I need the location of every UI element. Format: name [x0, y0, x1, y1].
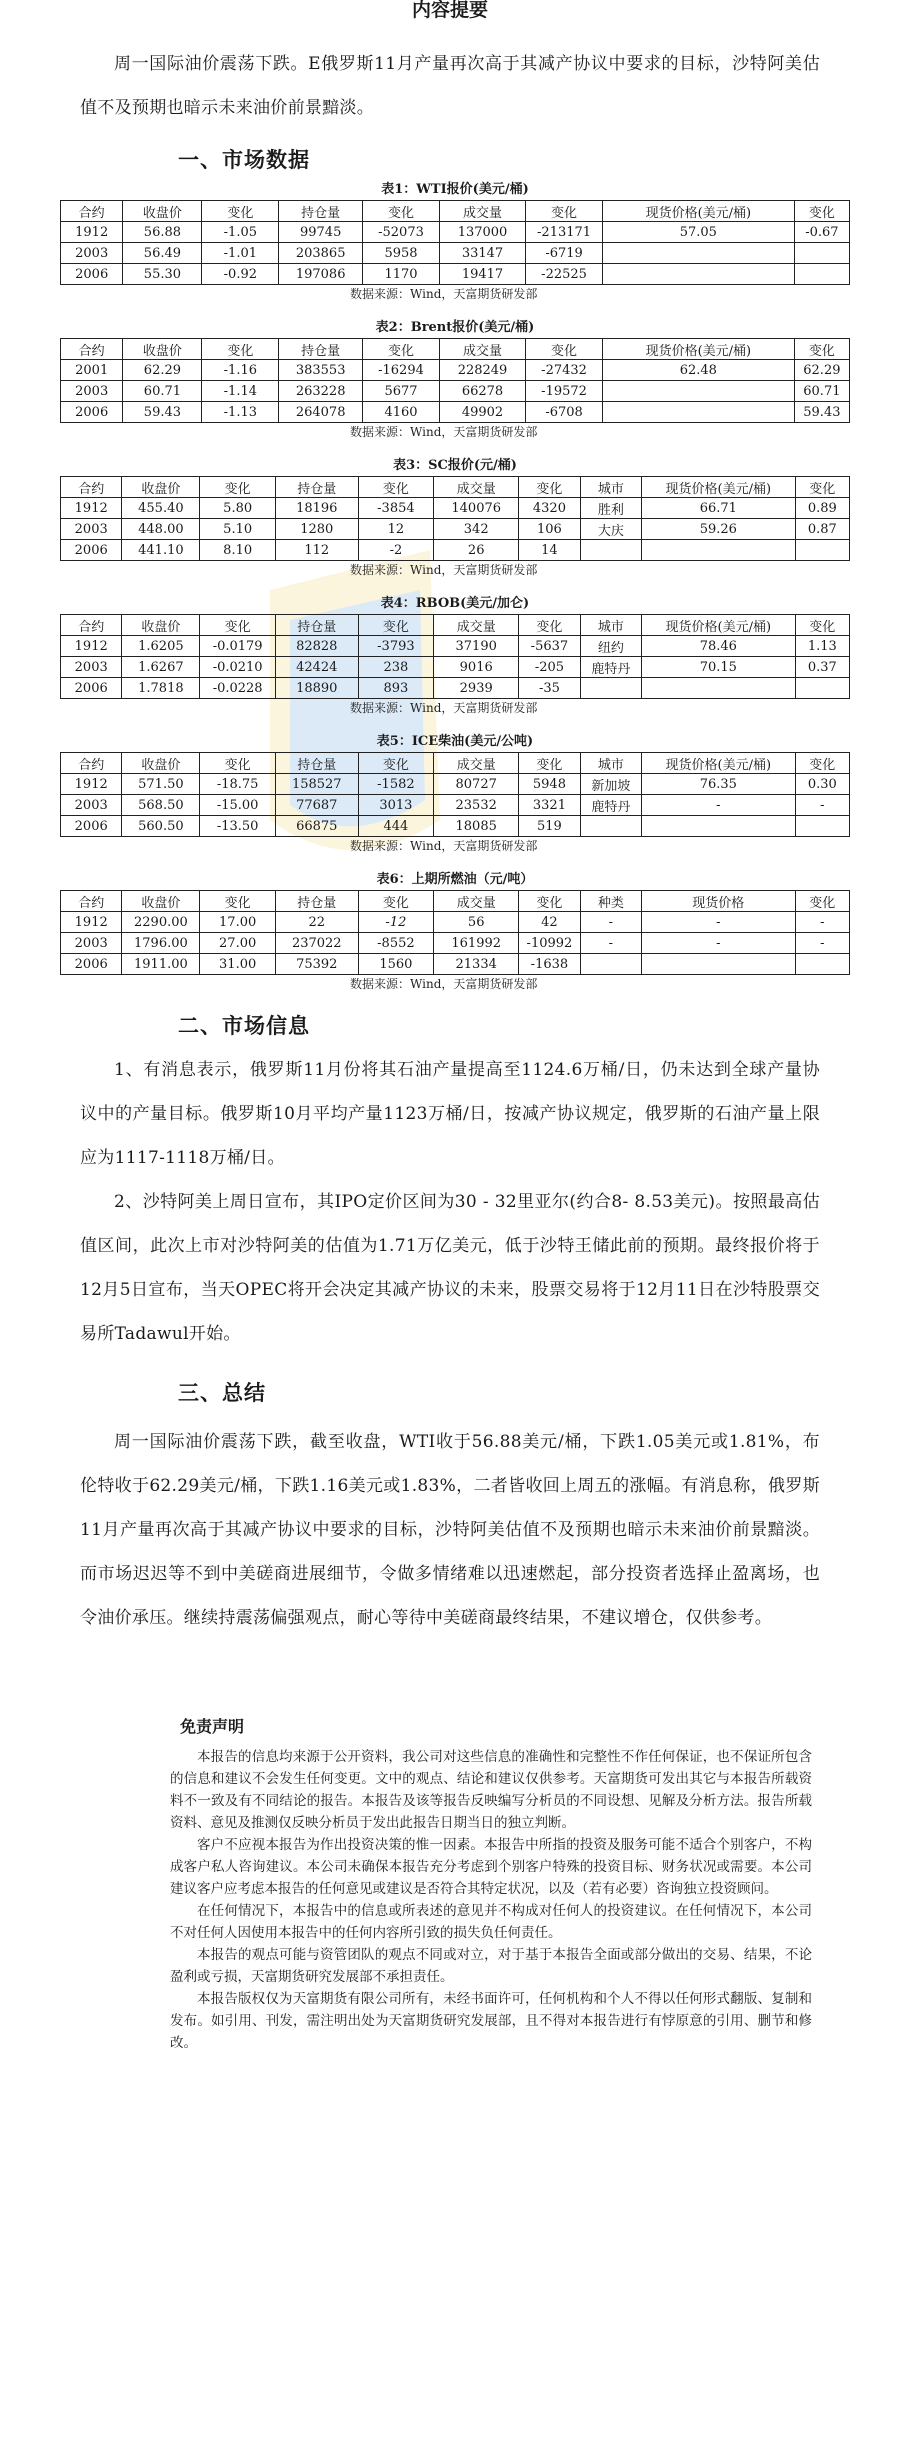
table-cell: 76.35	[642, 774, 796, 795]
summary-text: 周一国际油价震荡下跌。E俄罗斯11月产量再次高于其减产协议中要求的目标，沙特阿美估值不及预期也暗示未来油价前景黯淡。	[80, 54, 820, 118]
table-cell: 238	[358, 657, 434, 678]
table-title: 表3：SC报价(元/桶)	[393, 458, 517, 473]
price-table	[60, 890, 850, 975]
table-cell: 33147	[439, 243, 525, 264]
table-cell: 56.88	[123, 222, 202, 243]
table-cell: -15.00	[200, 795, 276, 816]
table-header-cell: 变化	[358, 891, 434, 912]
table-header-cell: 持仓量	[275, 891, 358, 912]
table-cell: 75392	[275, 954, 358, 975]
table-cell: 893	[358, 678, 434, 699]
table-cell: 60.71	[123, 381, 202, 402]
table-cell: -1582	[358, 774, 434, 795]
table-header-cell: 成交量	[439, 339, 525, 360]
table-cell: 80727	[434, 774, 519, 795]
table-cell: 2003	[61, 795, 122, 816]
table-row	[61, 816, 850, 837]
table-row	[61, 774, 850, 795]
table-cell: -35	[519, 678, 580, 699]
table-row	[61, 402, 850, 423]
table-cell: -12	[358, 912, 434, 933]
table-row	[61, 657, 850, 678]
disclaimer-paragraph: 客户不应视本报告为作出投资决策的惟一因素。本报告中所指的投资及服务可能不适合个别客户，不构成客户私人咨询建议。本公司未确保本报告充分考虑到个别客户特殊的投资目标、财务状况或需要。本公司建议客户应考虑本报告的任何意见或建议是否符合其特定状况，以及（若有必要）咨询独立投资顾问。	[170, 1837, 812, 1897]
table-header-cell: 收盘价	[122, 615, 200, 636]
table-cell: -6719	[526, 243, 603, 264]
table-header-cell: 变化	[794, 201, 849, 222]
table-cell: 56	[434, 912, 519, 933]
table-cell	[795, 816, 849, 837]
table-cell	[642, 816, 796, 837]
table-cell: -22525	[526, 264, 603, 285]
table-row	[61, 678, 850, 699]
table-header-row	[61, 615, 850, 636]
table-cell: 1911.00	[122, 954, 200, 975]
table-cell: 1560	[358, 954, 434, 975]
table-header-cell: 变化	[202, 339, 279, 360]
table-cell: 新加坡	[580, 774, 641, 795]
table-cell: 2003	[61, 657, 122, 678]
table-cell: -0.92	[202, 264, 279, 285]
table-cell: -	[795, 795, 849, 816]
table-cell: -205	[519, 657, 580, 678]
section-market-data-heading: 一、市场数据	[178, 147, 310, 172]
table-cell: 5.80	[200, 498, 276, 519]
table-cell: 大庆	[580, 519, 641, 540]
table-header-cell: 持仓量	[275, 477, 358, 498]
disclaimer-paragraph: 本报告的观点可能与资管团队的观点不同或对立，对于基于本报告全面或部分做出的交易、结果，不论盈利或亏损，天富期货研究发展部不承担责任。	[170, 1947, 812, 1985]
table-cell: 161992	[434, 933, 519, 954]
table-cell: 2006	[61, 264, 123, 285]
table-cell: 448.00	[122, 519, 200, 540]
table-header-cell: 种类	[580, 891, 641, 912]
table-cell: 8.10	[200, 540, 276, 561]
table-cell: 14	[519, 540, 580, 561]
disclaimer-paragraph: 在任何情况下，本报告中的信息或所表述的意见并不构成对任何人的投资建议。在任何情况下，本公司不对任何人因使用本报告中的任何内容所引致的损失负任何责任。	[170, 1903, 812, 1941]
table-header-row	[61, 201, 850, 222]
table-header-cell: 成交量	[439, 201, 525, 222]
table-header-cell: 变化	[795, 753, 849, 774]
table-cell: 228249	[439, 360, 525, 381]
table-source-note: 数据来源：Wind，天富期货研发部	[350, 701, 538, 715]
table-header-cell: 持仓量	[275, 753, 358, 774]
table-row	[61, 243, 850, 264]
table-header-cell: 收盘价	[123, 339, 202, 360]
table-cell: -1638	[519, 954, 580, 975]
table-header-cell: 合约	[61, 891, 122, 912]
table-header-cell: 城市	[580, 615, 641, 636]
table-title: 表4：RBOB(美元/加仑)	[380, 596, 530, 611]
table-cell: 568.50	[122, 795, 200, 816]
table-cell: 12	[358, 519, 434, 540]
table-header-cell: 变化	[795, 615, 849, 636]
table-header-cell: 变化	[200, 891, 276, 912]
table-cell	[795, 954, 849, 975]
table-header-cell: 现货价格(美元/桶)	[642, 615, 796, 636]
table-header-cell: 变化	[358, 615, 434, 636]
table-cell: -13.50	[200, 816, 276, 837]
table-cell: 106	[519, 519, 580, 540]
table-cell: -0.0228	[200, 678, 276, 699]
table-cell: 455.40	[122, 498, 200, 519]
table-header-cell: 变化	[358, 753, 434, 774]
table-cell: 444	[358, 816, 434, 837]
table-cell: 70.15	[642, 657, 796, 678]
table-cell: 纽约	[580, 636, 641, 657]
table-cell: 66.71	[642, 498, 796, 519]
table-title: 表6：上期所燃油（元/吨）	[376, 872, 534, 887]
table-cell	[580, 540, 641, 561]
table-source-note: 数据来源：Wind，天富期货研发部	[350, 287, 538, 301]
table-cell: 2006	[61, 402, 123, 423]
table-header-row	[61, 477, 850, 498]
market-info-paragraph-1: 1、有消息表示，俄罗斯11月份将其石油产量提高至1124.6万桶/日，仍未达到全球产量协议中的产量目标。俄罗斯10月平均产量1123万桶/日，按减产协议规定，俄罗斯的石油产量上限应为1117-1118万桶/日。	[80, 1060, 820, 1168]
table-cell: -3793	[358, 636, 434, 657]
table-cell: 鹿特丹	[580, 795, 641, 816]
conclusion-paragraph: 周一国际油价震荡下跌，截至收盘，WTI收于56.88美元/桶，下跌1.05美元或1.81%，布伦特收于62.29美元/桶，下跌1.16美元或1.83%，二者皆收回上周五的涨幅。有消息称，俄罗斯11月产量再次高于其减产协议中要求的目标，沙特阿美估值不及预期也暗示未来油价前景黯淡。而市场迟迟等不到中美磋商进展细节，令做多情绪难以迅速燃起，部分投资者选择止盈离场，也令油价承压。继续持震荡偏强观点，耐心等待中美磋商最终结果，不建议增仓，仅供参考。	[80, 1432, 820, 1628]
table-cell: -0.67	[794, 222, 849, 243]
table-row	[61, 954, 850, 975]
table-row	[61, 360, 850, 381]
disclaimer-paragraph: 本报告的信息均来源于公开资料，我公司对这些信息的准确性和完整性不作任何保证，也不保证所包含的信息和建议不会发生任何变更。文中的观点、结论和建议仅供参考。天富期货可发出其它与本报告所载资料不一致及有不同结论的报告。本报告及该等报告反映编写分析员的不同设想、见解及分析方法。报告所载资料、意见及推测仅反映分析员于发出此报告日期当日的独立判断。	[170, 1749, 812, 1831]
table-cell: 1.6267	[122, 657, 200, 678]
table-cell: 31.00	[200, 954, 276, 975]
table-cell: 5948	[519, 774, 580, 795]
table-row	[61, 519, 850, 540]
table-header-cell: 成交量	[434, 891, 519, 912]
table-cell: -2	[358, 540, 434, 561]
table-cell: 571.50	[122, 774, 200, 795]
table-header-row	[61, 339, 850, 360]
table-cell: 57.05	[602, 222, 794, 243]
table-cell: 18085	[434, 816, 519, 837]
table-header-cell: 收盘价	[123, 201, 202, 222]
table-cell: 42424	[275, 657, 358, 678]
table-header-cell: 现货价格	[642, 891, 796, 912]
table-cell: -1.14	[202, 381, 279, 402]
table-source-note: 数据来源：Wind，天富期货研发部	[350, 839, 538, 853]
table-cell: -27432	[526, 360, 603, 381]
table-cell	[642, 678, 796, 699]
table-cell	[602, 243, 794, 264]
table-row	[61, 381, 850, 402]
section-summary-heading: 三、总结	[178, 1380, 266, 1405]
table-row	[61, 636, 850, 657]
table-cell: 137000	[439, 222, 525, 243]
table-header-cell: 变化	[519, 753, 580, 774]
table-cell: -1.13	[202, 402, 279, 423]
table-cell: 342	[434, 519, 519, 540]
table-cell: 112	[275, 540, 358, 561]
table-row	[61, 222, 850, 243]
table-cell: 26	[434, 540, 519, 561]
table-cell: 27.00	[200, 933, 276, 954]
disclaimer-paragraph: 本报告版权仅为天富期货有限公司所有，未经书面许可，任何机构和个人不得以任何形式翻版、复制和发布。如引用、刊发，需注明出处为天富期货研究发展部，且不得对本报告进行有悖原意的引用、删节和修改。	[170, 1991, 812, 2051]
table-cell: 1912	[61, 498, 122, 519]
price-table	[60, 476, 850, 561]
table-header-cell: 现货价格(美元/桶)	[602, 201, 794, 222]
table-cell: -	[795, 912, 849, 933]
table-cell: 18890	[275, 678, 358, 699]
table-block	[60, 456, 850, 580]
table-cell: 2003	[61, 381, 123, 402]
table-cell: 18196	[275, 498, 358, 519]
table-header-cell: 变化	[519, 891, 580, 912]
table-cell: 5.10	[200, 519, 276, 540]
price-table	[60, 752, 850, 837]
table-cell	[580, 954, 641, 975]
table-cell: 23532	[434, 795, 519, 816]
table-cell: 胜利	[580, 498, 641, 519]
price-table	[60, 338, 850, 423]
table-cell: 2003	[61, 933, 122, 954]
table-cell: 1796.00	[122, 933, 200, 954]
table-cell: 2006	[61, 540, 122, 561]
table-cell: 1280	[275, 519, 358, 540]
table-cell: 1912	[61, 636, 122, 657]
table-cell: 62.48	[602, 360, 794, 381]
price-table	[60, 200, 850, 285]
section-market-info-heading: 二、市场信息	[178, 1013, 310, 1038]
table-cell: 263228	[279, 381, 363, 402]
table-cell: 59.26	[642, 519, 796, 540]
table-cell: 2001	[61, 360, 123, 381]
table-cell: 66278	[439, 381, 525, 402]
table-cell: 4320	[519, 498, 580, 519]
table-cell	[602, 402, 794, 423]
disclaimer-heading: 免责声明	[180, 1717, 245, 1736]
table-cell: 3013	[358, 795, 434, 816]
table-cell: 55.30	[123, 264, 202, 285]
table-title: 表1：WTI报价(美元/桶)	[381, 182, 529, 197]
table-header-cell: 变化	[795, 891, 849, 912]
table-cell	[580, 678, 641, 699]
table-header-cell: 变化	[519, 477, 580, 498]
table-cell: 82828	[275, 636, 358, 657]
table-header-cell: 城市	[580, 477, 641, 498]
table-header-cell: 变化	[363, 339, 440, 360]
table-cell	[794, 243, 849, 264]
market-data-tables	[60, 180, 840, 994]
table-header-cell: 变化	[795, 477, 849, 498]
table-cell: -0.0179	[200, 636, 276, 657]
table-header-cell: 成交量	[434, 615, 519, 636]
table-cell: 560.50	[122, 816, 200, 837]
table-cell: 49902	[439, 402, 525, 423]
table-cell: 2003	[61, 519, 122, 540]
table-title: 表5：ICE柴油(美元/公吨)	[376, 734, 534, 749]
disclaimer-block	[60, 1746, 840, 2054]
table-header-cell: 收盘价	[122, 891, 200, 912]
table-cell: 140076	[434, 498, 519, 519]
market-info-paragraph-2: 2、沙特阿美上周日宣布，其IPO定价区间为30 - 32里亚尔(约合8- 8.53美元)。按照最高估值区间，此次上市对沙特阿美的估值为1.71万亿美元，低于沙特王储此前的预期。最终报价将于12月5日宣布，当天OPEC将开会决定其减产协议的未来，股票交易将于12月11日在沙特股票交易所Tadawul开始。	[80, 1192, 820, 1344]
table-cell: -16294	[363, 360, 440, 381]
table-cell	[795, 540, 849, 561]
table-cell	[602, 264, 794, 285]
table-cell: 60.71	[794, 381, 849, 402]
table-cell: -1.16	[202, 360, 279, 381]
table-cell: 2006	[61, 816, 122, 837]
table-cell: -	[642, 795, 796, 816]
table-cell: -	[795, 933, 849, 954]
table-header-cell: 变化	[200, 753, 276, 774]
table-cell: 62.29	[123, 360, 202, 381]
table-row	[61, 540, 850, 561]
table-cell: 1170	[363, 264, 440, 285]
table-header-cell: 合约	[61, 339, 123, 360]
market-info-block	[60, 1048, 840, 1356]
summary-block	[60, 42, 840, 130]
table-cell: 鹿特丹	[580, 657, 641, 678]
table-cell	[642, 954, 796, 975]
table-cell	[602, 381, 794, 402]
table-cell: 2006	[61, 678, 122, 699]
table-cell: 5958	[363, 243, 440, 264]
table-header-cell: 现货价格(美元/桶)	[602, 339, 794, 360]
table-header-cell: 变化	[363, 201, 440, 222]
table-cell: 383553	[279, 360, 363, 381]
table-source-note: 数据来源：Wind，天富期货研发部	[350, 977, 538, 991]
table-header-cell: 持仓量	[279, 339, 363, 360]
table-header-cell: 合约	[61, 201, 123, 222]
table-cell: 22	[275, 912, 358, 933]
table-header-row	[61, 753, 850, 774]
conclusion-block	[60, 1420, 840, 1640]
table-header-cell: 变化	[200, 477, 276, 498]
table-cell: 4160	[363, 402, 440, 423]
table-source-note: 数据来源：Wind，天富期货研发部	[350, 425, 538, 439]
table-cell: 37190	[434, 636, 519, 657]
table-cell	[580, 816, 641, 837]
table-cell: -8552	[358, 933, 434, 954]
table-cell	[642, 540, 796, 561]
table-cell: 56.49	[123, 243, 202, 264]
table-cell: -1.05	[202, 222, 279, 243]
table-header-cell: 持仓量	[275, 615, 358, 636]
table-cell: -3854	[358, 498, 434, 519]
table-header-cell: 成交量	[434, 753, 519, 774]
table-row	[61, 933, 850, 954]
table-cell: 1.7818	[122, 678, 200, 699]
table-header-cell: 变化	[358, 477, 434, 498]
table-cell: 5677	[363, 381, 440, 402]
table-source-note: 数据来源：Wind，天富期货研发部	[350, 563, 538, 577]
table-cell: 1.13	[795, 636, 849, 657]
table-header-cell: 收盘价	[122, 753, 200, 774]
table-cell: -52073	[363, 222, 440, 243]
table-row	[61, 264, 850, 285]
table-cell: 441.10	[122, 540, 200, 561]
table-cell: -	[580, 912, 641, 933]
table-cell: 42	[519, 912, 580, 933]
table-header-cell: 变化	[202, 201, 279, 222]
table-cell: 2006	[61, 954, 122, 975]
table-cell: -6708	[526, 402, 603, 423]
table-header-cell: 变化	[519, 615, 580, 636]
table-header-cell: 现货价格(美元/桶)	[642, 477, 796, 498]
table-cell: 203865	[279, 243, 363, 264]
table-cell: 158527	[275, 774, 358, 795]
table-cell: 0.87	[795, 519, 849, 540]
table-header-cell: 变化	[526, 339, 603, 360]
table-header-cell: 现货价格(美元/桶)	[642, 753, 796, 774]
table-block	[60, 870, 850, 994]
table-cell: 2939	[434, 678, 519, 699]
table-header-cell: 变化	[526, 201, 603, 222]
table-cell: 1912	[61, 912, 122, 933]
table-block	[60, 180, 850, 304]
table-cell: 0.89	[795, 498, 849, 519]
table-cell	[795, 678, 849, 699]
table-cell: -10992	[519, 933, 580, 954]
table-block	[60, 594, 850, 718]
table-cell: -1.01	[202, 243, 279, 264]
table-cell: -	[642, 933, 796, 954]
table-cell: 66875	[275, 816, 358, 837]
table-cell: 9016	[434, 657, 519, 678]
table-cell: 519	[519, 816, 580, 837]
table-cell: -18.75	[200, 774, 276, 795]
table-header-cell: 变化	[794, 339, 849, 360]
table-cell: 1912	[61, 774, 122, 795]
table-header-cell: 合约	[61, 615, 122, 636]
table-header-cell: 持仓量	[279, 201, 363, 222]
table-cell: 99745	[279, 222, 363, 243]
table-row	[61, 498, 850, 519]
table-title: 表2：Brent报价(美元/桶)	[375, 320, 535, 335]
table-header-row	[61, 891, 850, 912]
table-row	[61, 912, 850, 933]
table-header-cell: 变化	[200, 615, 276, 636]
table-header-cell: 收盘价	[122, 477, 200, 498]
table-header-cell: 合约	[61, 753, 122, 774]
table-cell: 1912	[61, 222, 123, 243]
table-cell: 1.6205	[122, 636, 200, 657]
table-cell: -213171	[526, 222, 603, 243]
table-cell	[794, 264, 849, 285]
table-cell: 3321	[519, 795, 580, 816]
table-cell: 237022	[275, 933, 358, 954]
table-cell: -	[642, 912, 796, 933]
table-cell: 2003	[61, 243, 123, 264]
table-cell: 62.29	[794, 360, 849, 381]
table-cell: 19417	[439, 264, 525, 285]
table-cell: 2290.00	[122, 912, 200, 933]
table-cell: 21334	[434, 954, 519, 975]
table-cell: 77687	[275, 795, 358, 816]
table-cell: -5637	[519, 636, 580, 657]
price-table	[60, 614, 850, 699]
table-header-cell: 城市	[580, 753, 641, 774]
table-cell: -	[580, 933, 641, 954]
table-cell: 0.30	[795, 774, 849, 795]
table-cell: -0.0210	[200, 657, 276, 678]
table-block	[60, 318, 850, 442]
table-header-cell: 成交量	[434, 477, 519, 498]
table-block	[60, 732, 850, 856]
table-cell: 197086	[279, 264, 363, 285]
table-cell: 59.43	[794, 402, 849, 423]
table-cell: 0.37	[795, 657, 849, 678]
table-cell: 17.00	[200, 912, 276, 933]
table-cell: -19572	[526, 381, 603, 402]
table-row	[61, 795, 850, 816]
summary-heading: 内容提要	[411, 0, 488, 21]
table-cell: 59.43	[123, 402, 202, 423]
table-cell: 264078	[279, 402, 363, 423]
table-cell: 78.46	[642, 636, 796, 657]
table-header-cell: 合约	[61, 477, 122, 498]
